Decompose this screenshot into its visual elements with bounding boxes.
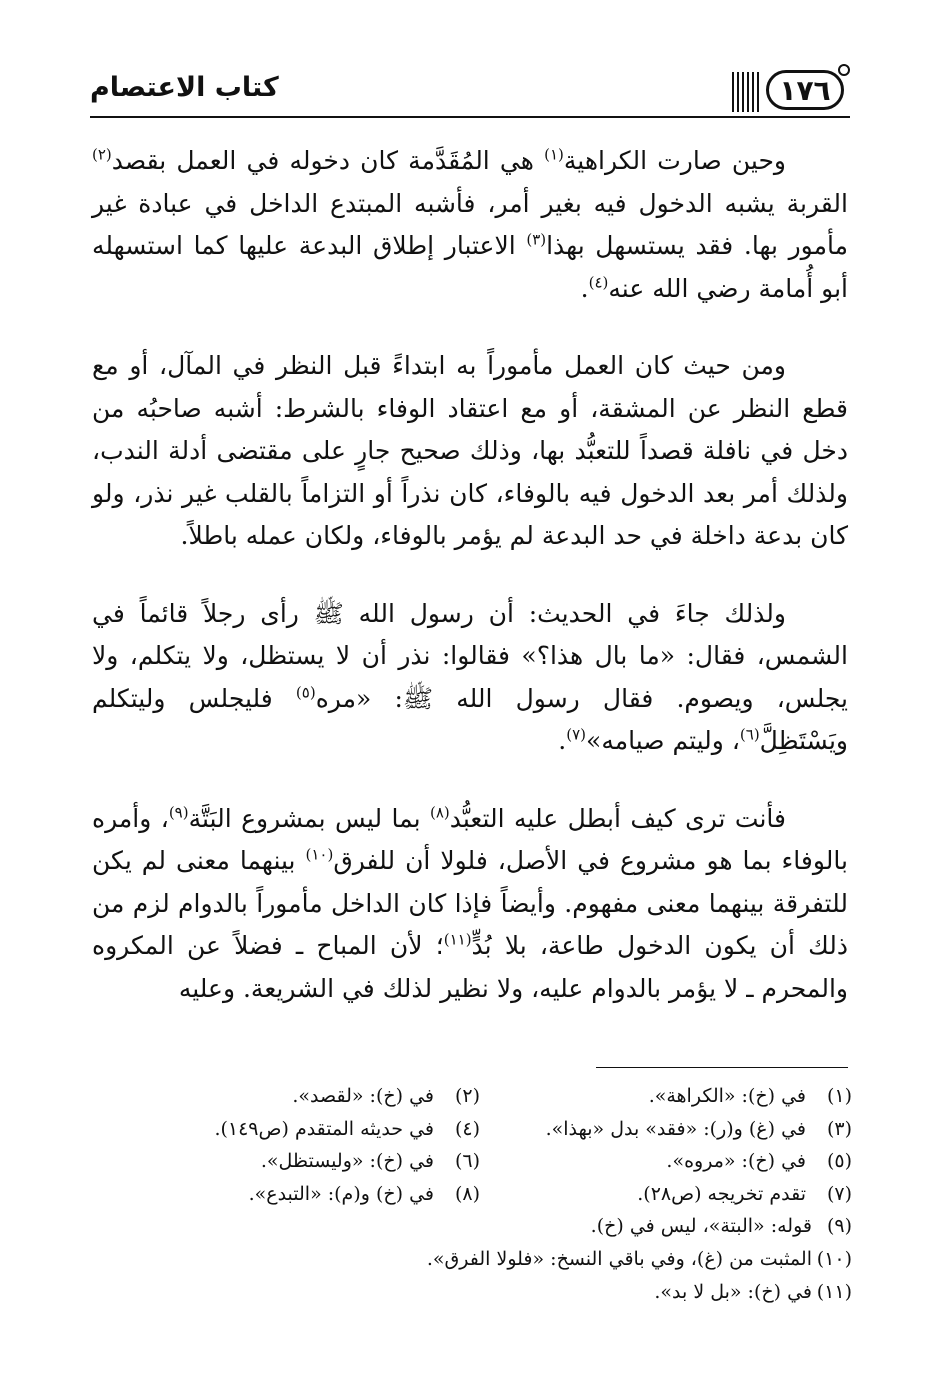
footnote-text: في (خ): «لقصد».	[292, 1085, 434, 1107]
paragraph	[92, 593, 848, 763]
text-run: ؛ لأن المباح ـ فضلاً عن المكروه والمحرم ـ لا يؤمر بالدوام عليه، ولا نظير لذلك في الشريعة. وعليه	[92, 931, 848, 1003]
footnote-number: (٥)	[826, 1150, 852, 1173]
footnote-marker: (٩)	[168, 803, 189, 822]
footnote-marker: (٧)	[566, 725, 587, 744]
footnote	[480, 1113, 852, 1146]
footnote-marker: (٣)	[526, 230, 547, 249]
footnote-number: (٣)	[826, 1117, 852, 1140]
footnote-number: (١١)	[816, 1280, 852, 1303]
footnote-marker: (٨)	[429, 803, 450, 822]
page-number-ornament	[732, 64, 844, 110]
footnote-number: (٤)	[454, 1117, 480, 1140]
footnote-number: (١)	[826, 1085, 852, 1107]
footnote-number: (٨)	[454, 1182, 480, 1205]
footnote-text: قوله: «البتة»، ليس في (خ).	[590, 1215, 812, 1238]
paragraph	[92, 345, 848, 558]
footnote-number: (٦)	[454, 1150, 480, 1173]
footnote	[480, 1080, 852, 1113]
footnote-text: في (خ): «بل لا بد».	[654, 1280, 812, 1303]
page-number: ١٧٦	[766, 70, 844, 110]
footnote-text: في (غ) و(ر): «فقد» بدل «بهذا».	[545, 1117, 806, 1140]
text-run: بينهما معنى لم يكن للتفرقة بينهما معنى مفهوم. وأيضاً فإذا كان الداخل مأموراً بالدوام لزم من ذلك أن يكون الدخول طاعة، بلا بُدٍّ	[92, 846, 848, 960]
header-divider	[90, 116, 850, 118]
footnote	[92, 1210, 852, 1243]
footnote-marker: (١١)	[443, 930, 472, 949]
text-run: ولذلك جاءَ في الحديث: أن رسول الله ﷺ رأى رجلاً قائماً في الشمس، فقال: «ما بال هذا؟» فقالوا: نذر أن لا يستظل، ولا يتكلم، ولا يجلس، ويصوم. فقال رسول الله ﷺ: «مره	[92, 598, 849, 713]
footnote-marker: (٥)	[295, 683, 316, 702]
footnote	[92, 1113, 480, 1146]
footnote	[92, 1178, 480, 1211]
text-run: فأنت ترى كيف أبطل عليه التعبُّد	[449, 803, 786, 833]
footnote-number: (١٠)	[816, 1247, 852, 1270]
footnote-marker: (٢)	[92, 145, 112, 164]
text-run: .	[580, 273, 589, 303]
footnote	[92, 1243, 852, 1276]
footnote-marker: (١٠)	[305, 845, 334, 864]
footnote-text: في (خ) و(م): «التبدع».	[248, 1182, 434, 1205]
footnote	[92, 1080, 480, 1113]
footnote-marker: (٤)	[588, 273, 609, 292]
text-run: فليجلس وليتكلم ويَسْتَظِلَّ	[92, 683, 848, 755]
footnote-text: في حديثه المتقدم (ص١٤٩).	[214, 1117, 434, 1140]
running-title: كتاب الاعتصام	[90, 72, 279, 103]
footnote-marker: (١)	[544, 145, 564, 164]
text-run: ، وأمره بالوفاء بما هو مشروع في الأصل، فلولا أن للفرق	[92, 803, 848, 875]
footnotes	[92, 1080, 852, 1308]
paragraph	[92, 140, 848, 310]
ornament-dot	[838, 64, 850, 76]
footnote-text: تقدم تخريجه (ص٢٨).	[637, 1182, 806, 1205]
footnotes-two-column	[92, 1080, 852, 1210]
ornament-bars	[732, 72, 762, 112]
footnote	[92, 1145, 480, 1178]
text-run: .	[558, 726, 567, 755]
footnote-number: (٧)	[826, 1182, 852, 1205]
text-run: الاعتبار إطلاق البدعة عليها كما استسهله أبو أُمامة رضي الله عنه	[92, 231, 848, 303]
footnotes-full-width	[92, 1210, 852, 1308]
text-run: وحين صارت الكراهية	[563, 146, 786, 175]
footnote	[480, 1145, 852, 1178]
footnote-text: المثبت من (غ)، وفي باقي النسخ: «فلولا الفرق».	[426, 1247, 812, 1270]
footnote-marker: (٦)	[739, 725, 760, 744]
footnote-divider	[596, 1067, 848, 1068]
text-run: القربة يشبه الدخول فيه بغير أمر، فأشبه المبتدع الداخل في عبادة غير مأمور بها. فقد يستسهل بهذا	[92, 188, 848, 260]
footnote-text: في (خ): «وليستظل».	[260, 1150, 434, 1173]
footnote	[480, 1178, 852, 1211]
footnote-text: في (خ): «الكراهة».	[648, 1085, 806, 1107]
footnote-number: (٢)	[454, 1085, 480, 1107]
text-run: ، وليتم صيامه»	[586, 726, 740, 755]
main-text	[92, 140, 848, 1010]
footnote	[92, 1276, 852, 1309]
text-run: هي المُقَدَّمة كان دخوله في العمل بقصد	[111, 146, 545, 175]
text-run: بما ليس بمشروع البَتَّة	[188, 803, 430, 833]
footnote-text: في (خ): «مروه».	[666, 1150, 806, 1173]
paragraph	[92, 798, 848, 1011]
footnote-number: (٩)	[826, 1215, 852, 1238]
text-run: ومن حيث كان العمل مأموراً به ابتداءً قبل النظر في المآل، أو مع قطع النظر عن المشقة، أو مع اعتقاد الوفاء بالشرط: أشبه صاحبُه من دخل في نافلة قصداً للتعبُّد بها، وذلك صحيح جارٍ على مقتضى أدلة الندب، ولذلك أمر بعد الدخول فيه بالوفاء، كان نذراً أو التزاماً بالقلب غير نذر، ولو كان بدعة داخلة في حد البدعة لم يؤمر بالوفاء، ولكان عمله باطلاً.	[92, 351, 848, 550]
page-header	[90, 62, 850, 122]
